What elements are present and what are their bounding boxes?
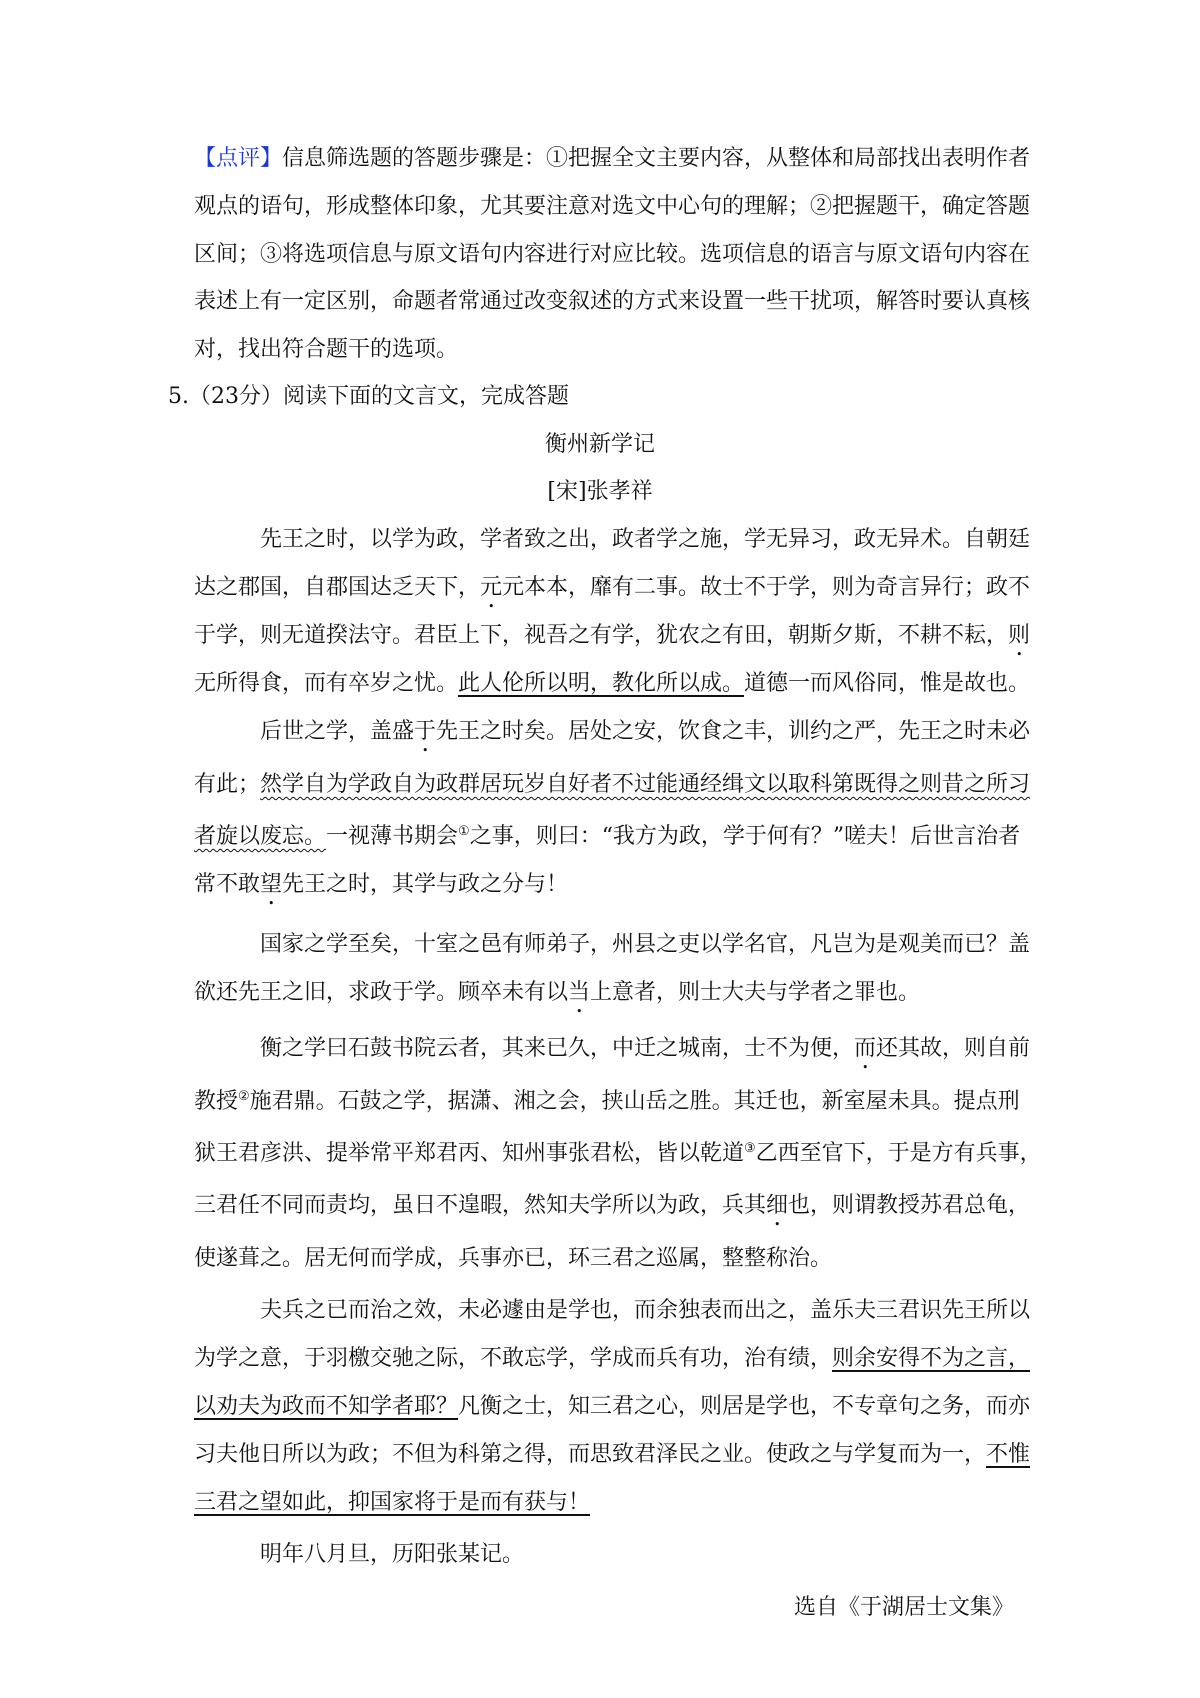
review-line-5: 对，找出符合题干的选项。: [194, 337, 459, 362]
paragraph-6: 明年八月旦，历阳张某记。: [260, 1542, 525, 1567]
emphasized-char: 元: [480, 575, 503, 600]
underlined-sentence: 三君之望如此，抑国家将于是而有获与！: [194, 1490, 591, 1515]
review-line-3: 区间；③将选项信息与原文语句内容进行对应比较。选项信息的语言与原文语句内容在: [194, 242, 1031, 267]
paragraph-line: 使遂葺之。居无何而学成，兵事亦已，环三君之巡属，整整称治。: [194, 1246, 833, 1271]
footnote-mark: ③: [744, 1141, 756, 1156]
review-line-4: 表述上有一定区别，命题者常通过改变叙述的方式来设置一些干扰项，解答时要认真核: [194, 289, 1031, 314]
emphasized-char: 当: [568, 980, 591, 1005]
review-tag: 【点评】: [194, 146, 283, 171]
paragraph-line: 教授②施君鼎。石鼓之学，据潇、湘之会，挟山岳之胜。其迁也，新室屋未具。提点刑: [194, 1089, 1020, 1114]
paragraph-line: 国家之学至矣，十室之邑有师弟子，州县之吏以学名官，凡岂为是观美而已？盖: [260, 932, 1031, 957]
paragraph-line: 常不敢望先王之时，其学与政之分与！: [194, 872, 569, 897]
footnote-mark: ①: [458, 824, 470, 839]
emphasized-char: 则: [1008, 623, 1031, 648]
emphasized-char: 望: [260, 872, 283, 897]
emphasized-char: 而: [854, 1036, 877, 1061]
underlined-sentence: 此人伦所以明，教化所以成。: [458, 671, 745, 696]
passage-title: 衡州新学记: [544, 432, 655, 457]
footnote-mark: ②: [238, 1089, 250, 1104]
paragraph-line: [194, 1488, 590, 1518]
paragraph-line: 于学，则无道揆法守。君臣上下，视吾之有学，犹农之有田，朝斯夕斯，不耕不耘，则: [194, 623, 1031, 648]
underlined-sentence: 则余安得不为之言，: [832, 1346, 1031, 1371]
question-label: 5.（23分）阅读下面的文言文，完成答题: [168, 384, 569, 409]
emphasized-char: 细: [766, 1193, 789, 1218]
paragraph-line: 后世之学，盖盛于先王之时矣。居处之安，饮食之丰，训约之严，先王之时未必: [260, 719, 1031, 744]
paragraph-line: 无所得食，而有卒岁之忧。此人伦所以明，教化所以成。道德一而风俗同，惟是故也。: [194, 671, 1031, 696]
paragraph-line: 欲还先王之旧，求政于学。顾卒未有以当上意者，则士大夫与学者之罪也。: [194, 980, 921, 1005]
underlined-sentence: 不惟: [986, 1442, 1031, 1467]
paragraph-line: 先王之时，以学为政，学者致之出，政者学之施，学无异习，政无异术。自朝廷: [260, 527, 1031, 552]
wavy-underlined-sentence: 然学自为学政自为政群居玩岁自好者不过能通经缉文以取科第既得之则昔之所习: [260, 772, 1031, 797]
paragraph-line: 以劝夫为政而不知学者耶？凡衡之士，知三君之心，则居是学也，不专章句之务，而亦: [194, 1394, 1031, 1419]
passage-author: [宋]张孝祥: [547, 479, 653, 504]
emphasized-char: 于: [414, 719, 437, 744]
paragraph-line: 夫兵之已而治之效，未必遽由是学也，而余独表而出之，盖乐夫三君识先王所以: [260, 1298, 1031, 1323]
paragraph-line: 衡之学曰石鼓书院云者，其来已久，中迁之城南，士不为便，而还其故，则自前: [260, 1036, 1031, 1061]
paragraph-line: 达之郡国，自郡国达乏天下，元元本本，靡有二事。故士不于学，则为奇言异行；政不: [194, 575, 1031, 600]
paragraph-line: 狱王君彦洪、提举常平郑君丙、知州事张君松，皆以乾道③乙西至官下，于是方有兵事，: [194, 1141, 1042, 1166]
paragraph-line: 为学之意，于羽檄交驰之际，不敢忘学，学成而兵有功，治有绩，则余安得不为之言，: [194, 1346, 1031, 1371]
paragraph-line: 有此；然学自为学政自为政群居玩岁自好者不过能通经缉文以取科第既得之则昔之所习: [194, 772, 1031, 797]
paragraph-line: 习夫他日所以为政；不但为科第之得，而思致君泽民之业。使政之与学复而为一，不惟: [194, 1442, 1031, 1467]
source-citation: 选自《于湖居士文集》: [793, 1595, 1014, 1620]
review-line-2: 观点的语句，形成整体印象，尤其要注意对选文中心句的理解；②把握题干，确定答题: [194, 194, 1031, 219]
review-line-1: 【点评】信息筛选题的答题步骤是：①把握全文主要内容，从整体和局部找出表明作者: [194, 146, 1031, 171]
paragraph-line: 者旋以废忘。一视薄书期会①之事，则曰：“我方为政，学于何有？”嗟夫！后世言治者: [194, 824, 1021, 849]
wavy-underlined-sentence: 者旋以废忘。: [194, 824, 327, 849]
paragraph-line: 三君任不同而责均，虽日不遑暇，然知夫学所以为政，兵其细也，则谓教授苏君总龟，: [194, 1193, 1031, 1218]
underlined-sentence: 以劝夫为政而不知学者耶？: [194, 1394, 459, 1419]
